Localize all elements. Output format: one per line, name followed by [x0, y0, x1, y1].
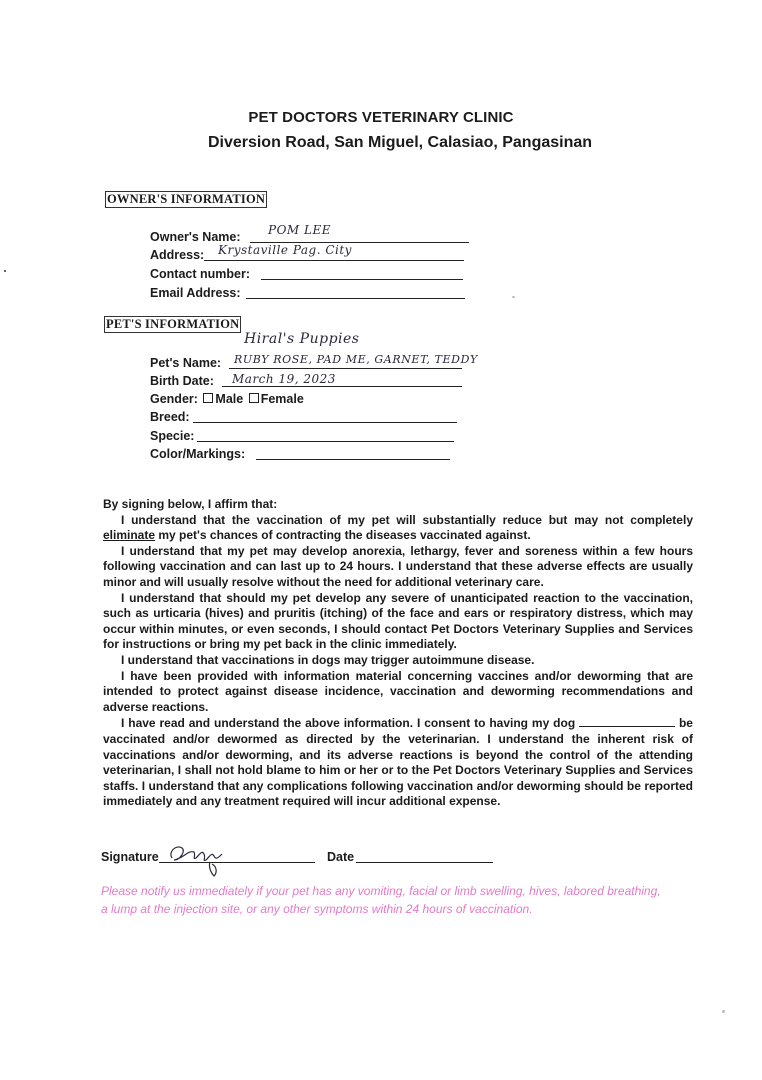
- consent-paragraph-5: I have been provided with information material concerning vaccines and/or deworming that are intended to protect against disease incidence, vaccination and deworming recommendations and adverse reactions.: [103, 668, 693, 714]
- pet-name-label: Pet's Name:: [150, 356, 222, 370]
- handwritten-signature: [166, 838, 230, 880]
- dog-name-blank[interactable]: [579, 715, 675, 727]
- pet-handwritten-note: Hiral's Puppies: [244, 331, 360, 347]
- consent-paragraph-4: I understand that vaccinations in dogs may trigger autoimmune disease.: [121, 652, 535, 667]
- birth-date-label: Birth Date:: [150, 374, 214, 388]
- clinic-address: Diversion Road, San Miguel, Calasiao, Pangasinan: [207, 134, 593, 151]
- gender-row: [150, 391, 304, 407]
- gender-male-label: Male: [215, 392, 244, 406]
- female-checkbox[interactable]: [249, 393, 259, 403]
- specie-line[interactable]: [197, 441, 454, 442]
- owner-address-line[interactable]: [204, 260, 464, 261]
- consent-intro: By signing below, I affirm that:: [103, 497, 278, 511]
- pet-name-line[interactable]: [229, 368, 462, 369]
- pet-section-label: PET'S INFORMATION: [106, 317, 240, 331]
- post-vaccination-notice: Please notify us immediately if your pet has any vomiting, facial or limb swelling, hives, labored breathing, a lump at the injection site, or any other symptoms within 24 hours of vaccination.: [101, 884, 661, 916]
- date-line[interactable]: [356, 862, 493, 863]
- scan-speck: [512, 296, 515, 298]
- consent-paragraph-3: I understand that should my pet develop any severe of unanticipated reaction to the vaccination, such as urticaria (hives) and pruritis (itching) of the face and ears or respiratory distress, which may occur within minutes, or even seconds, I should contact Pet Doctors Veterinary Supplies and Services for instructions or bring my pet back in the clinic immediately.: [103, 590, 693, 652]
- scan-speck: [722, 1010, 725, 1013]
- contact-number-line[interactable]: [261, 279, 463, 280]
- date-label: Date: [327, 850, 355, 864]
- scan-speck: [4, 270, 6, 272]
- owner-section-label: OWNER'S INFORMATION: [107, 192, 266, 206]
- owner-name-value: POM LEE: [268, 223, 332, 237]
- consent-paragraph-6: I have read and understand the above information. I consent to having my dog be vaccinated and/or dewormed as directed by the veterinarian. I understand the inherent risk of vaccinations and/or deworming, and its adverse reactions is beyond the control of the attending veterinarian, I shall not hold blame to him or her or to the Pet Doctors Veterinary Supplies and Services staffs. I understand that any complications following vaccination and/or deworming should be reported immediately and any treatment required will incur additional expense.: [103, 716, 693, 809]
- pet-name-value: RUBY ROSE, PAD ME, GARNET, TEDDY: [234, 353, 478, 366]
- breed-label: Breed:: [150, 410, 190, 424]
- contact-number-label: Contact number:: [150, 267, 250, 281]
- email-address-line[interactable]: [246, 298, 465, 299]
- consent-paragraph-2: I understand that my pet may develop anorexia, lethargy, fever and soreness within a few hours following vaccination and can last up to 24 hours. I understand that these adverse effects are usually minor and will usually resolve without the need for additional veterinary care.: [103, 543, 693, 589]
- gender-female-label: Female: [260, 392, 304, 406]
- color-markings-line[interactable]: [256, 459, 450, 460]
- birth-date-value: March 19, 2023: [232, 372, 336, 386]
- clinic-name: PET DOCTORS VETERINARY CLINIC: [248, 109, 514, 126]
- owner-name-label: Owner's Name:: [150, 230, 241, 244]
- male-checkbox[interactable]: [203, 393, 213, 403]
- owner-address-label: Address:: [150, 248, 205, 262]
- birth-date-line[interactable]: [222, 386, 462, 387]
- signature-label: Signature: [101, 850, 159, 864]
- owner-address-value: Krystaville Pag. City: [218, 243, 352, 257]
- breed-line[interactable]: [193, 422, 457, 423]
- specie-label: Specie:: [150, 429, 195, 443]
- consent-paragraph-1: I understand that the vaccination of my pet will substantially reduce but may not completely eliminate my pet's chances of contracting the diseases vaccinated against.: [103, 512, 693, 543]
- color-markings-label: Color/Markings:: [150, 447, 246, 461]
- consent-statement: [103, 497, 693, 810]
- gender-label: Gender:: [150, 392, 198, 406]
- email-address-label: Email Address:: [150, 286, 241, 300]
